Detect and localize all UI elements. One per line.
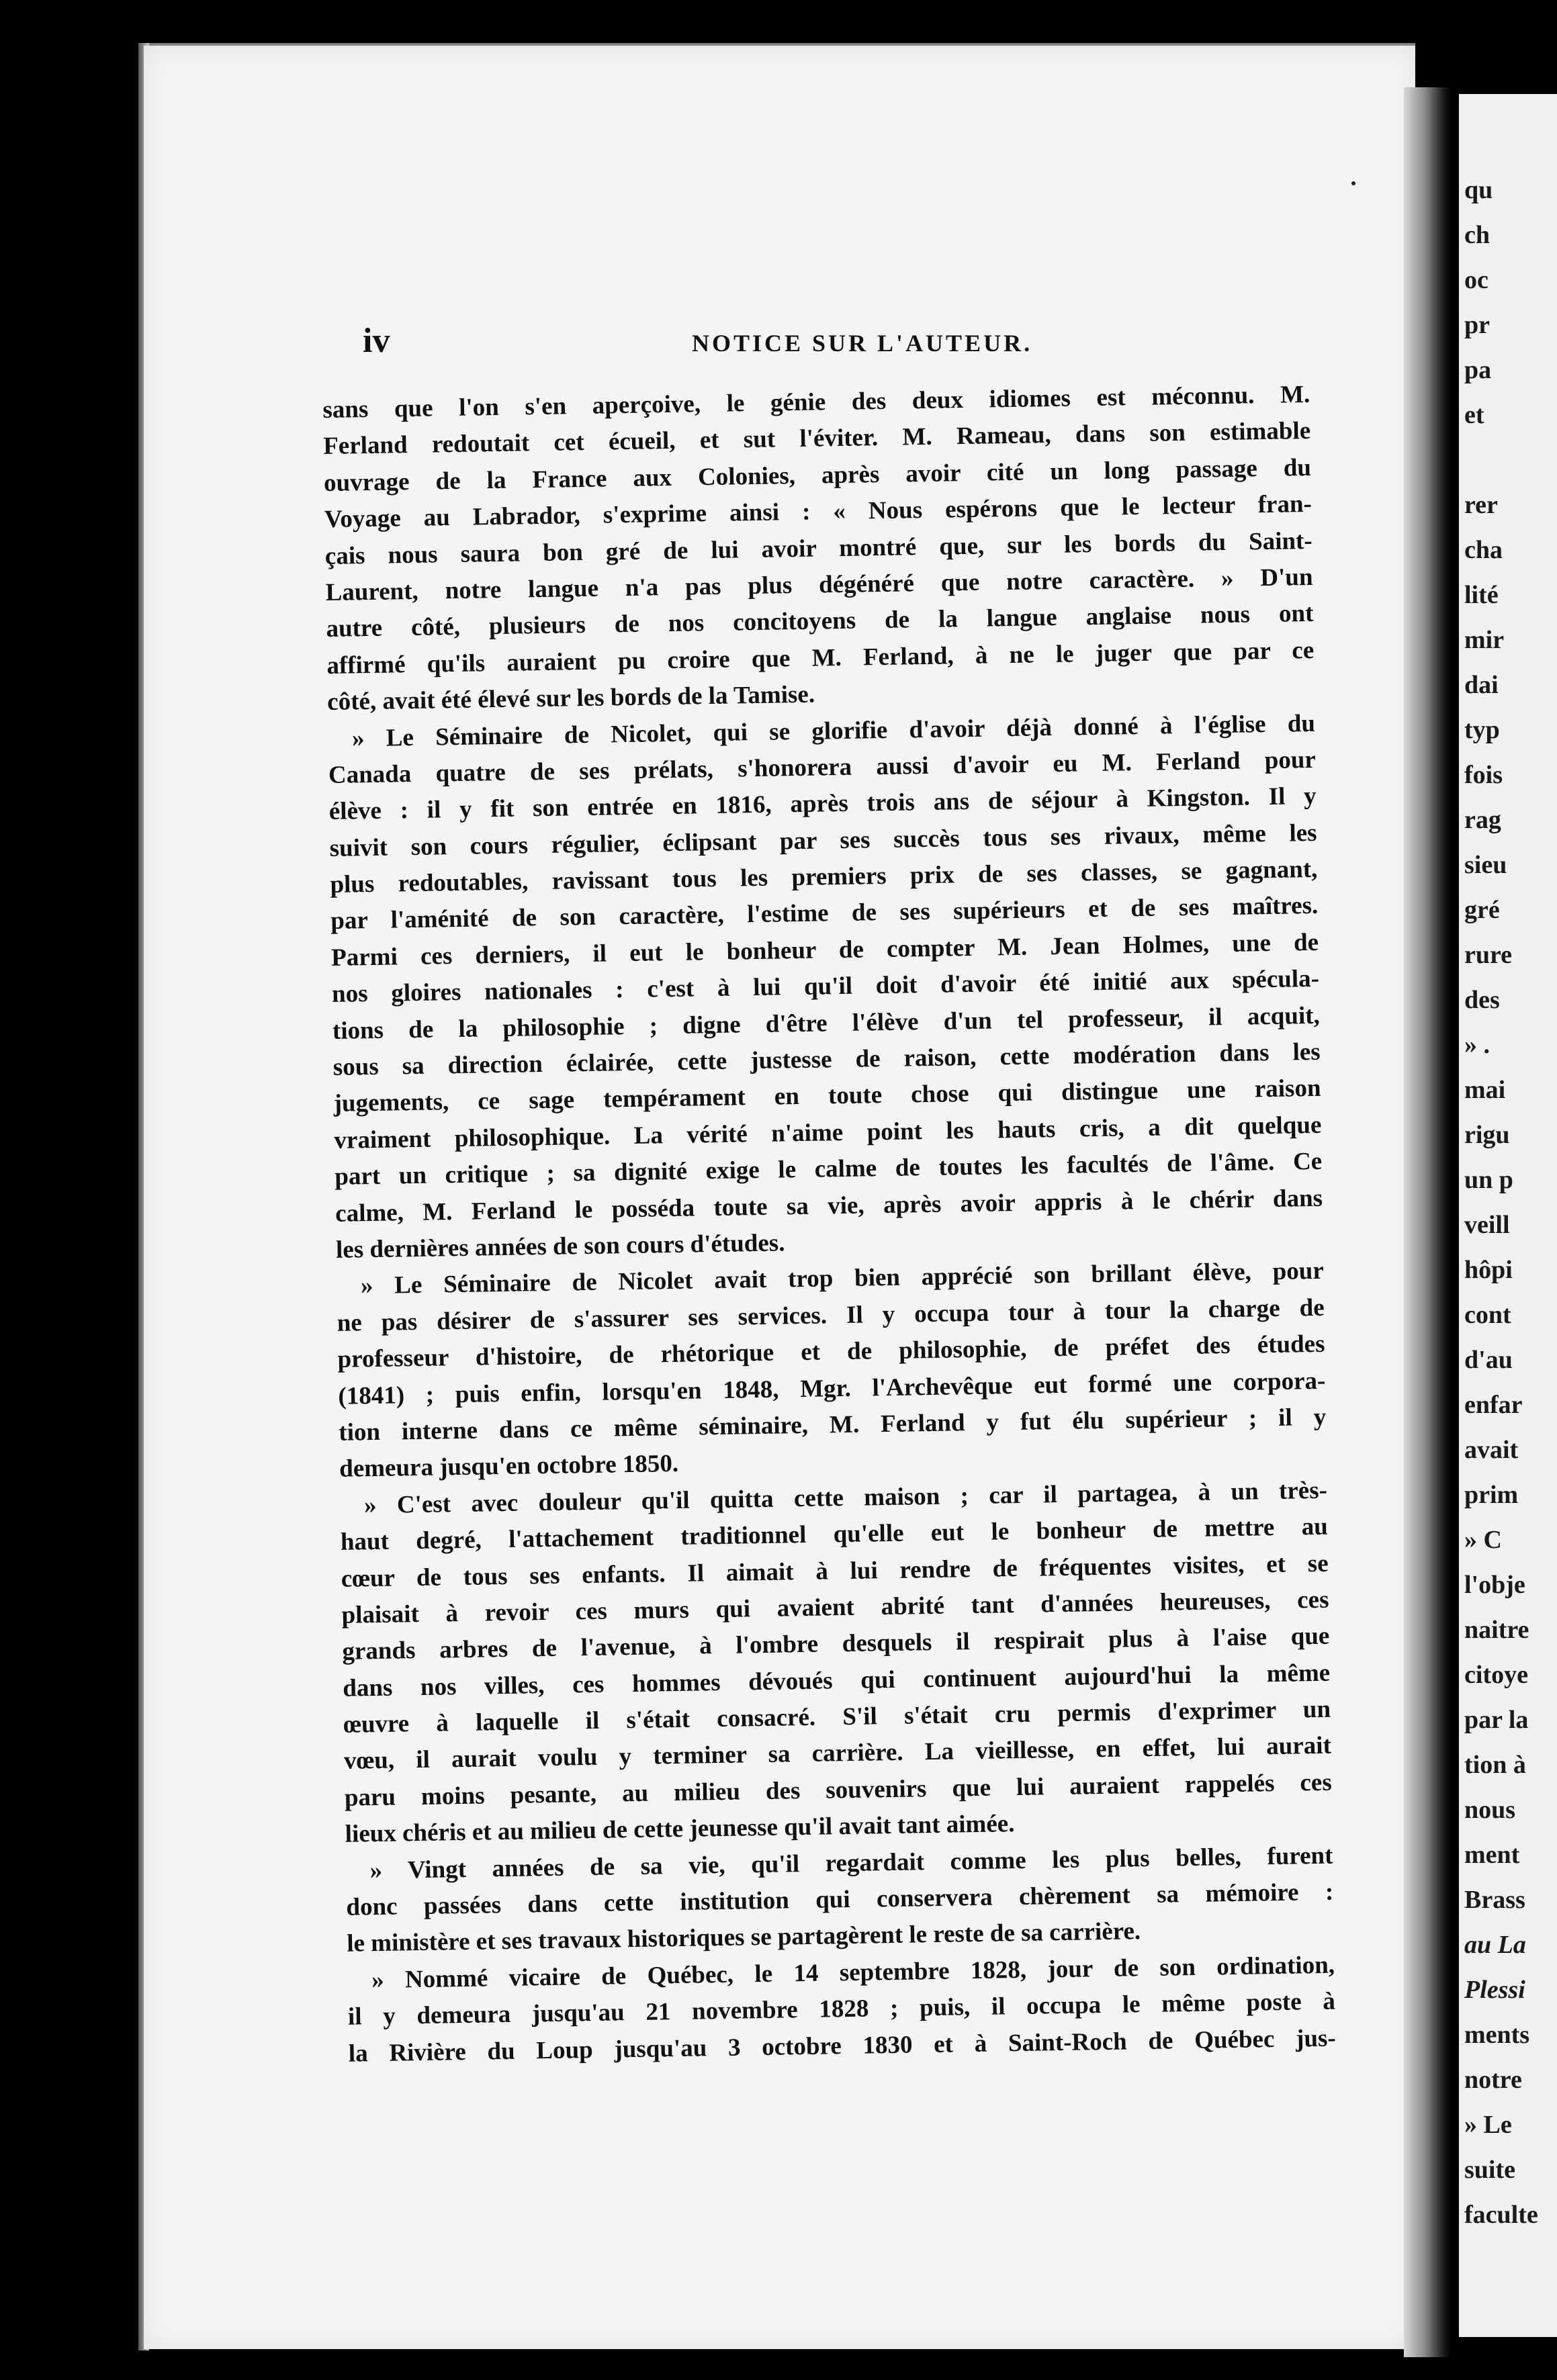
text-line: Parmi ces derniers, il eut le bonheur de compter M. Jean Holmes, une de	[330, 928, 1319, 972]
text-line: nos gloires nationales : c'est à lui qu'il doit d'avoir été initié aux spécula-	[331, 965, 1320, 1009]
text-line: dans nos villes, ces hommes dévoués qui continuent aujourd'hui la même	[342, 1659, 1331, 1702]
text-line: (1841) ; puis enfin, lorsqu'en 1848, Mgr. l'Archevêque eut formé une corpora-	[338, 1367, 1326, 1410]
facing-page-line: des	[1464, 986, 1500, 1014]
text-line: ne pas désirer de s'assurer ses services. Il y occupa tour à tour la charge de	[337, 1293, 1325, 1337]
facing-page-line: suite	[1464, 2156, 1515, 2184]
facing-page-line: tion à	[1464, 1751, 1526, 1779]
text-line: donc passées dans cette institution qui conservera chèrement sa mémoire :	[346, 1878, 1334, 1921]
text-line: côté, avait été élevé sur les bords de la Tamise.	[326, 680, 815, 717]
text-line: Ferland redoutait cet écueil, et sut l'éviter. M. Rameau, dans son estimable	[322, 417, 1311, 461]
text-line: grands arbres de l'avenue, à l'ombre desquels il respirait plus à l'aise que	[342, 1622, 1330, 1666]
dust-speck	[1351, 181, 1355, 185]
running-head: NOTICE SUR L'AUTEUR.	[692, 330, 1033, 357]
text-line: paru moins pesante, au milieu des souvenirs que lui auraient rappelés ces	[344, 1768, 1333, 1812]
facing-page-line: notre	[1464, 2066, 1522, 2094]
text-line: tion interne dans ce même séminaire, M. Ferland y fut élu supérieur ; il y	[339, 1403, 1327, 1447]
text-line: il y demeura jusqu'au 21 novembre 1828 ; puis, il occupa le même poste à	[347, 1987, 1336, 2031]
text-line: plaisait à revoir ces murs qui avaient abrité tant d'années heureuses, ces	[341, 1586, 1329, 1629]
facing-page-line: rer	[1464, 491, 1498, 519]
text-line: çais nous saura bon gré de lui avoir montré que, sur les bords du Saint-	[324, 527, 1313, 570]
text-line: cœur de tous ses enfants. Il aimait à lui rendre de fréquentes visites, et se	[341, 1549, 1329, 1593]
text-line: part un critique ; sa dignité exige le calme de toutes les facultés de l'âme. Ce	[335, 1147, 1323, 1191]
text-line: » C'est avec douleur qu'il quitta cette maison ; car il partagea, à un très-	[363, 1476, 1328, 1519]
facing-page-line: et	[1464, 401, 1484, 429]
facing-page-line: fois	[1464, 761, 1503, 789]
facing-page-line: » C	[1464, 1526, 1502, 1554]
text-line: tions de la philosophie ; digne d'être l'élève d'un tel professeur, il acquit,	[332, 1001, 1321, 1045]
facing-page-line: pr	[1464, 311, 1490, 339]
text-line: calme, M. Ferland le posséda toute sa vie, après avoir appris à le chérir dans	[335, 1184, 1323, 1228]
facing-page-line: gré	[1464, 896, 1500, 924]
facing-page-line: un p	[1464, 1166, 1513, 1194]
text-line: suivit son cours régulier, éclipsant par ses succès tous ses rivaux, même les	[329, 819, 1317, 862]
facing-page-line: avait	[1464, 1436, 1519, 1464]
text-line: » Le Séminaire de Nicolet avait trop bien apprécié son brillant élève, pour	[360, 1257, 1325, 1300]
facing-page-line: citoye	[1464, 1661, 1528, 1689]
facing-page-line: d'au	[1464, 1346, 1513, 1374]
facing-page-line: veill	[1464, 1211, 1510, 1239]
facing-page-line: rure	[1464, 941, 1513, 969]
facing-page-line: faculte	[1464, 2201, 1538, 2229]
text-line: Canada quatre de ses prélats, s'honorera aussi d'avoir eu M. Ferland pour	[328, 745, 1317, 789]
facing-page-line: » .	[1464, 1031, 1490, 1059]
facing-page-line: mai	[1464, 1076, 1506, 1104]
facing-page-line: rag	[1464, 806, 1501, 834]
text-line: » Le Séminaire de Nicolet, qui se glorifie d'avoir déjà donné à l'église du	[351, 709, 1316, 752]
text-line: demeura jusqu'en octobre 1850.	[339, 1450, 679, 1483]
text-line: ouvrage de la France aux Colonies, après avoir cité un long passage du	[323, 453, 1312, 497]
page-number: iv	[363, 322, 390, 360]
text-line: affirmé qu'ils auraient pu croire que M. Ferland, à ne le juger que par ce	[326, 636, 1315, 680]
facing-page-line: enfar	[1464, 1391, 1523, 1419]
facing-page-line: » Le	[1464, 2111, 1512, 2139]
text-line: la Rivière du Loup jusqu'au 3 octobre 1830 et à Saint-Roch de Québec jus-	[348, 2024, 1337, 2068]
text-line: Voyage au Labrador, s'exprime ainsi : « Nous espérons que le lecteur fran-	[324, 490, 1313, 534]
text-line: autre côté, plusieurs de nos concitoyens de la langue anglaise nous ont	[326, 600, 1314, 643]
text-line: vœu, il aurait voulu y terminer sa carrière. La vieillesse, en effet, lui aurait	[343, 1732, 1332, 1776]
text-line: les dernières années de son cours d'études.	[335, 1229, 785, 1264]
text-line: » Nommé vicaire de Québec, le 14 septembre 1828, jour de son ordination,	[371, 1951, 1335, 1994]
facing-page-line: pa	[1464, 356, 1492, 384]
facing-page-line: prim	[1464, 1481, 1519, 1509]
facing-page-fragment	[1459, 94, 1557, 2337]
facing-page-line: ch	[1464, 221, 1490, 249]
facing-page-line: typ	[1464, 716, 1500, 744]
text-line: haut degré, l'attachement traditionnel qu'elle eut le bonheur de mettre au	[340, 1512, 1329, 1556]
facing-page-line: rigu	[1464, 1121, 1510, 1149]
facing-page-line: Plessi	[1464, 1976, 1525, 2004]
text-line: lieux chéris et au milieu de cette jeunesse qu'il avait tant aimée.	[345, 1810, 1015, 1848]
facing-page-line: qu	[1464, 176, 1493, 204]
facing-page-line: au La	[1464, 1931, 1526, 1959]
text-line: par l'aménité de son caractère, l'estime de ses supérieurs et de ses maîtres.	[330, 892, 1319, 935]
text-line: sans que l'on s'en aperçoive, le génie des deux idiomes est méconnu. M.	[322, 380, 1310, 424]
facing-page-line: lité	[1464, 581, 1499, 609]
text-line: sous sa direction éclairée, cette justesse de raison, cette modération dans les	[332, 1038, 1321, 1081]
text-line: professeur d'histoire, de rhétorique et de philosophie, de préfet des études	[337, 1330, 1325, 1373]
facing-page-line: ment	[1464, 1841, 1520, 1869]
text-line: œuvre à laquelle il s'était consacré. S'il s'était cru permis d'exprimer un	[343, 1695, 1331, 1739]
facing-page-line: naitre	[1464, 1616, 1529, 1644]
text-line: plus redoutables, ravissant tous les premiers prix de ses classes, se gagnant,	[330, 855, 1318, 899]
facing-page-line: hôpi	[1464, 1256, 1513, 1284]
facing-page-line: l'obje	[1464, 1571, 1525, 1599]
facing-page-line: ments	[1464, 2021, 1530, 2049]
page-gutter-shadow	[1404, 87, 1451, 2357]
facing-page-line: dai	[1464, 671, 1499, 699]
facing-page-line: par la	[1464, 1706, 1529, 1734]
facing-page-line: cha	[1464, 536, 1503, 564]
facing-page-line: oc	[1464, 266, 1488, 294]
facing-page-line: cont	[1464, 1301, 1511, 1329]
text-line: élève : il y fit son entrée en 1816, après trois ans de séjour à Kingston. Il y	[328, 782, 1317, 826]
text-line: jugements, ce sage tempérament en toute chose qui distingue une raison	[333, 1074, 1321, 1118]
text-line: le ministère et ses travaux historiques se partagèrent le reste de sa carrière.	[346, 1917, 1141, 1958]
facing-page-line: sieu	[1464, 851, 1507, 879]
text-line: Laurent, notre langue n'a pas plus dégénéré que notre caractère. » D'un	[325, 563, 1313, 606]
text-line: » Vingt années de sa vie, qu'il regardait comme les plus belles, furent	[369, 1841, 1333, 1884]
facing-page-line: mir	[1464, 626, 1505, 654]
facing-page-line: Brass	[1464, 1886, 1525, 1914]
body-text	[322, 377, 1336, 2072]
facing-page-line: nous	[1464, 1796, 1516, 1824]
text-line: vraiment philosophique. La vérité n'aime point les hauts cris, a dit quelque	[334, 1111, 1322, 1154]
